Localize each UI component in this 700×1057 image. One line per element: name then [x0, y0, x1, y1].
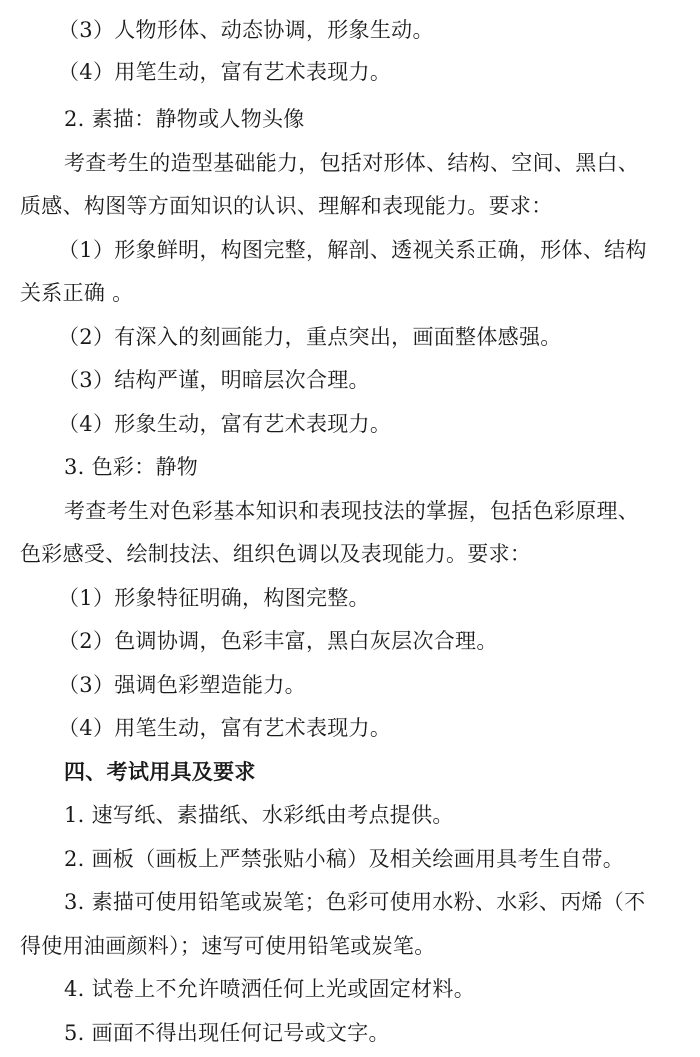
list-item-continuation: 得使用油画颜料）；速写可使用铅笔或炭笔。	[20, 934, 436, 958]
list-item: （2）色调协调，色彩丰富，黑白灰层次合理。	[58, 629, 498, 653]
section-subheading: 3. 色彩：静物	[64, 455, 199, 479]
paragraph-line: 色彩感受、绘制技法、组织色调以及表现能力。要求：	[20, 542, 532, 566]
list-item: （1）形象特征明确，构图完整。	[58, 586, 370, 610]
paragraph-line: 考查考生的造型基础能力，包括对形体、结构、空间、黑白、	[64, 151, 640, 175]
paragraph-line: 质感、构图等方面知识的认识、理解和表现能力。要求：	[20, 194, 553, 218]
list-item: 1. 速写纸、素描纸、水彩纸由考点提供。	[64, 803, 454, 827]
list-item: 5. 画面不得出现任何记号或文字。	[64, 1021, 390, 1045]
list-item: （3）人物形体、动态协调，形象生动。	[58, 18, 434, 42]
list-item: （4）形象生动，富有艺术表现力。	[58, 412, 392, 436]
list-item: 2. 画板（画板上严禁张贴小稿）及相关绘画用具考生自带。	[64, 847, 625, 871]
paragraph-line: 考查考生对色彩基本知识和表现技法的掌握，包括色彩原理、	[64, 499, 640, 523]
list-item: （1）形象鲜明，构图完整，解剖、透视关系正确，形体、结构	[58, 238, 647, 262]
list-item: （4）用笔生动，富有艺术表现力。	[58, 60, 392, 84]
list-item: 4. 试卷上不允许喷洒任何上光或固定材料。	[64, 977, 476, 1001]
list-item: （3）结构严谨，明暗层次合理。	[58, 368, 370, 392]
list-item: （2）有深入的刻画能力，重点突出，画面整体感强。	[58, 325, 562, 349]
section-heading: 四、考试用具及要求	[64, 760, 256, 784]
list-item: 3. 素描可使用铅笔或炭笔；色彩可使用水粉、水彩、丙烯（不	[64, 890, 646, 914]
list-item: （4）用笔生动，富有艺术表现力。	[58, 716, 392, 740]
section-subheading: 2. 素描：静物或人物头像	[64, 107, 305, 131]
list-item: （3）强调色彩塑造能力。	[58, 673, 306, 697]
list-item-continuation: 关系正确 。	[20, 281, 134, 305]
